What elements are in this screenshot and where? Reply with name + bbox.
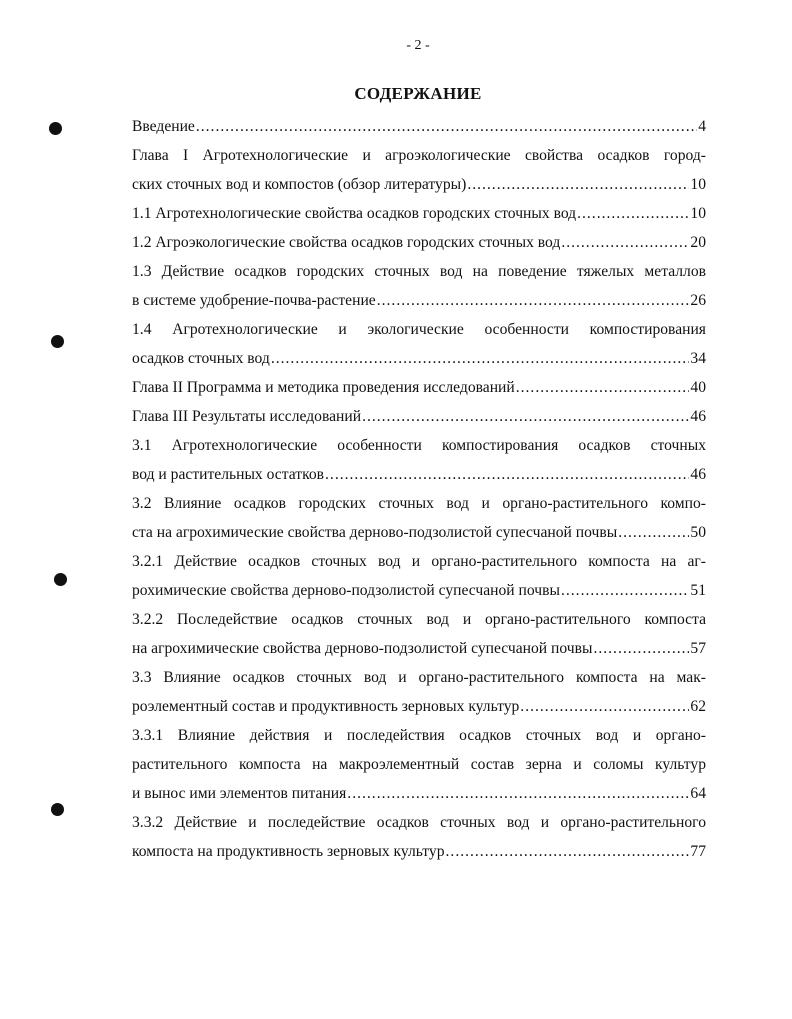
toc-entry-text: 3.2.2 Последействие осадков сточных вод и органо-растительного компоста [132,611,706,628]
toc-entry-text: компоста на продуктивность зерновых культур [132,843,445,860]
toc-page-number: 46 [690,466,706,483]
dot-leader [271,344,690,373]
toc-page-number: 46 [690,408,706,425]
toc-entry-text: 3.2.1 Действие осадков сточных вод и органо-растительного компоста на аг- [132,553,706,570]
toc-entry-text: ста на агрохимические свойства дерново-подзолистой супесчаной почвы [132,524,618,541]
toc-entry-last-line [132,170,706,199]
toc-entry-last-line [132,286,706,315]
toc-entry-last-line [132,228,706,257]
page-number: - 2 - [406,38,430,53]
toc-entry-last-line [132,837,706,866]
dot-leader [196,112,697,141]
binder-hole-icon [51,803,64,816]
toc-entry-text: ских сточных вод и компостов (обзор литературы) [132,176,467,193]
toc-entry-text: на агрохимические свойства дерново-подзолистой супесчаной почвы [132,640,593,657]
toc-entry-text: Введение [132,118,195,135]
binder-hole-icon [54,573,67,586]
toc-page-number: 10 [690,205,706,222]
toc-entry [132,257,706,315]
toc-entry [132,402,706,431]
toc-entry-last-line [132,518,706,547]
toc-entry [132,489,706,547]
toc-entry-last-line [132,402,706,431]
toc-entry-last-line [132,779,706,808]
dot-leader [347,779,689,808]
toc-page-number: 77 [690,843,706,860]
toc-entry-text: 3.3.2 Действие и последействие осадков сточных вод и органо-растительного [132,814,706,831]
toc-entry-text: осадков сточных вод [132,350,270,367]
toc-page-number: 57 [690,640,706,657]
dot-leader [362,402,689,431]
toc-page-number: 40 [690,379,706,396]
toc-entry-text: в системе удобрение-почва-растение [132,292,376,309]
toc-entry-last-line [132,199,706,228]
binder-hole-icon [51,335,64,348]
dot-leader [577,199,689,228]
toc-entry [132,141,706,199]
dot-leader [325,460,689,489]
toc-entry [132,721,706,808]
toc-entry-last-line [132,344,706,373]
toc-entry-text: 3.1 Агротехнологические особенности компостирования осадков сточных [132,437,706,454]
dot-leader [377,286,690,315]
toc-entry [132,808,706,866]
toc-entry-text: Глава I Агротехнологические и агроэкологические свойства осадков город- [132,147,706,164]
toc-page-number: 34 [690,350,706,367]
toc-entry-last-line [132,373,706,402]
dot-leader [561,228,689,257]
toc-entry [132,315,706,373]
toc-entry-last-line [132,460,706,489]
toc-entry-text: и вынос ими элементов питания [132,785,347,802]
toc-entry [132,373,706,402]
toc-page-number: 62 [690,698,706,715]
toc-entry-text: 3.3 Влияние осадков сточных вод и органо-растительного компоста на мак- [132,669,706,686]
toc-page-number: 20 [690,234,706,251]
toc-entry-text: 1.3 Действие осадков городских сточных вод на поведение тяжелых металлов [132,263,706,280]
toc-page-number: 50 [690,524,706,541]
toc-entry-text: вод и растительных остатков [132,466,325,483]
table-of-contents [132,112,706,866]
toc-entry [132,663,706,721]
toc-entry-text: 1.2 Агроэкологические свойства осадков городских сточных вод [132,234,561,251]
toc-page-number: 26 [690,292,706,309]
toc-page-number: 64 [690,785,706,802]
toc-entry-last-line [132,112,706,141]
toc-entry-text: 3.2 Влияние осадков городских сточных вод и органо-растительного компо- [132,495,706,512]
dot-leader [446,837,690,866]
toc-entry-last-line [132,576,706,605]
dot-leader [520,692,689,721]
toc-title: СОДЕРЖАНИЕ [354,84,482,103]
toc-entry-last-line [132,692,706,721]
dot-leader [516,373,690,402]
toc-entry [132,547,706,605]
binder-hole-icon [49,122,62,135]
toc-entry-text: растительного компоста на макроэлементный состав зерна и соломы культур [132,756,706,773]
dot-leader [561,576,689,605]
toc-entry [132,605,706,663]
toc-entry-last-line [132,634,706,663]
toc-entry-text: Глава III Результаты исследований [132,408,362,425]
toc-entry-text: роэлементный состав и продуктивность зерновых культур [132,698,520,715]
toc-page-number: 51 [690,582,706,599]
toc-entry [132,228,706,257]
dot-leader [467,170,689,199]
toc-page-number: 4 [698,118,706,135]
toc-entry [132,112,706,141]
dot-leader [618,518,689,547]
toc-entry-text: 1.1 Агротехнологические свойства осадков городских сточных вод [132,205,577,222]
toc-entry-text: 3.3.1 Влияние действия и последействия осадков сточных вод и органо- [132,727,706,744]
toc-entry-text: рохимические свойства дерново-подзолистой супесчаной почвы [132,582,560,599]
toc-entry-text: Глава II Программа и методика проведения исследований [132,379,515,396]
toc-entry [132,431,706,489]
toc-entry [132,199,706,228]
toc-entry-text: 1.4 Агротехнологические и экологические особенности компостирования [132,321,706,338]
toc-page-number: 10 [690,176,706,193]
dot-leader [593,634,689,663]
